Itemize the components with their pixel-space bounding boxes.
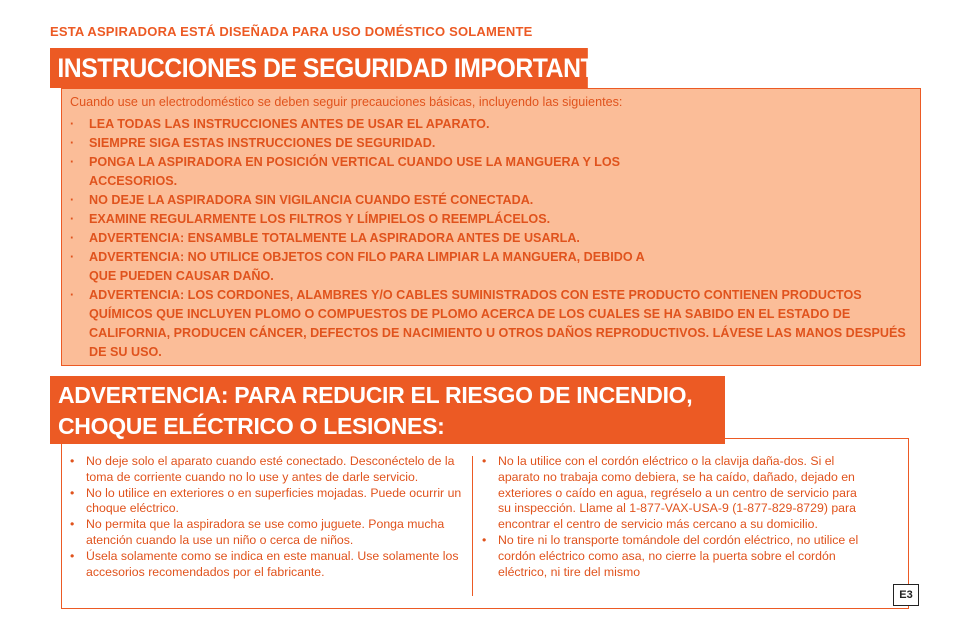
warning-title-line-1: ADVERTENCIA: PARA REDUCIR EL RIESGO DE INCENDIO, [58,382,693,408]
warning-item [478,533,870,580]
safety-item-text: ADVERTENCIA: LOS CORDONES, ALAMBRES Y/O CABLES SUMINISTRADOS CON ESTE PRODUCTO CONTIENEN PRODUCTOS QUÍMICOS QUE INCLUYEN PLOMO O COMPUESTOS DE PLOMO ACERCA DE LOS CUALES SE HA SABIDO EN EL ESTADO DE CALIFORNIA, PRODUCEN CÁNCER, DEFECTOS DE NACIMIENTO U OTROS DAÑOS REPRODUCTIVOS. LÁVESE LAS MANOS DESPUÉS DE SU USO. [89,288,906,359]
safety-item [70,210,921,229]
warning-item [478,454,870,533]
safety-item-text: ADVERTENCIA: NO UTILICE OBJETOS CON FILO PARA LIMPIAR LA MANGUERA, DEBIDO A QUE PUEDEN CAUSAR DAÑO. [89,250,645,283]
bullet-dot: · [70,193,75,207]
bullet-dot: • [70,517,75,532]
page-number: E3 [893,584,919,606]
safety-item [70,248,649,286]
bullet-dot: • [70,548,75,563]
safety-item-text: PONGA LA ASPIRADORA EN POSICIÓN VERTICAL CUANDO USE LA MANGUERA Y LOS ACCESORIOS. [89,155,621,188]
warning-item-text: No lo utilice en exteriores o en superficies mojadas. Puede ocurrir un choque eléctrico. [86,485,462,516]
bullet-dot: · [70,155,75,169]
bullet-dot: • [70,454,75,468]
bullet-dot: · [70,288,75,302]
safety-intro: Cuando use un electrodoméstico se deben seguir precauciones básicas, incluyendo las siguientes: [70,95,623,109]
warning-list-left [66,454,466,580]
safety-item [70,115,921,134]
domestic-use-note: ESTA ASPIRADORA ESTÁ DISEÑADA PARA USO DOMÉSTICO SOLAMENTE [50,24,533,39]
warning-item [66,517,466,549]
warning-item-text: No permita que la aspiradora se use como juguete. Ponga mucha atención cuando la use un niño o cerca de niños. [86,517,445,547]
safety-item [70,229,921,248]
warning-title-line-2: CHOQUE ELÉCTRICO O LESIONES: [58,413,445,439]
safety-list [70,115,921,362]
bullet-dot: · [70,117,75,131]
warning-list-right [478,454,870,580]
warning-item-text: No tire ni lo transporte tomándole del cordón eléctrico, no utilice el cordón eléctrico como asa, no cierre la puerta sobre el cordón eléctrico, ni tire del mismo [498,532,859,579]
warning-item-text: No la utilice con el cordón eléctrico o la clavija daña-dos. Si el aparato no trabaja como debiera, se ha caído, dañado, dejado en exteriores o caído en agua, regréselo a un centro de servicio para su inspección. Llame al 1-877-VAX-USA-9 (1-877-829-8729) para encontrar el centro de servicio más cercano a su domicilio. [498,454,857,532]
safety-item [70,134,921,153]
safety-item-text: NO DEJE LA ASPIRADORA SIN VIGILANCIA CUANDO ESTÉ CONECTADA. [89,193,534,207]
warning-item-text: No deje solo el aparato cuando esté conectado. Desconéctelo de la toma de corriente cuando no lo use y antes de darle servicio. [86,454,455,484]
safety-item-text: EXAMINE REGULARMENTE LOS FILTROS Y LÍMPIELOS O REEMPLÁCELOS. [89,212,551,226]
bullet-dot: · [70,231,75,245]
warning-item [66,454,466,486]
bullet-dot: • [482,532,487,547]
warning-item [66,549,466,581]
safety-item-text: SIEMPRE SIGA ESTAS INSTRUCCIONES DE SEGURIDAD. [89,136,436,150]
safety-title-banner: INSTRUCCIONES DE SEGURIDAD IMPORTANTES [50,48,588,88]
warning-box [61,438,909,609]
bullet-dot: • [70,485,75,500]
warning-item-text: Úsela solamente como se indica en este manual. Use solamente los accesorios recomendados por el fabricante. [86,548,459,579]
bullet-dot: · [70,250,75,264]
warning-item [66,486,466,518]
safety-item [70,286,921,362]
warning-title-banner [50,376,725,444]
bullet-dot: • [482,454,487,468]
bullet-dot: · [70,212,75,226]
safety-item [70,191,921,210]
column-divider [472,456,473,596]
bullet-dot: · [70,136,75,150]
safety-item-text: LEA TODAS LAS INSTRUCCIONES ANTES DE USAR EL APARATO. [89,117,490,131]
safety-item-text: ADVERTENCIA: ENSAMBLE TOTALMENTE LA ASPIRADORA ANTES DE USARLA. [89,231,580,245]
safety-instructions-box [61,88,921,366]
safety-item [70,153,649,191]
